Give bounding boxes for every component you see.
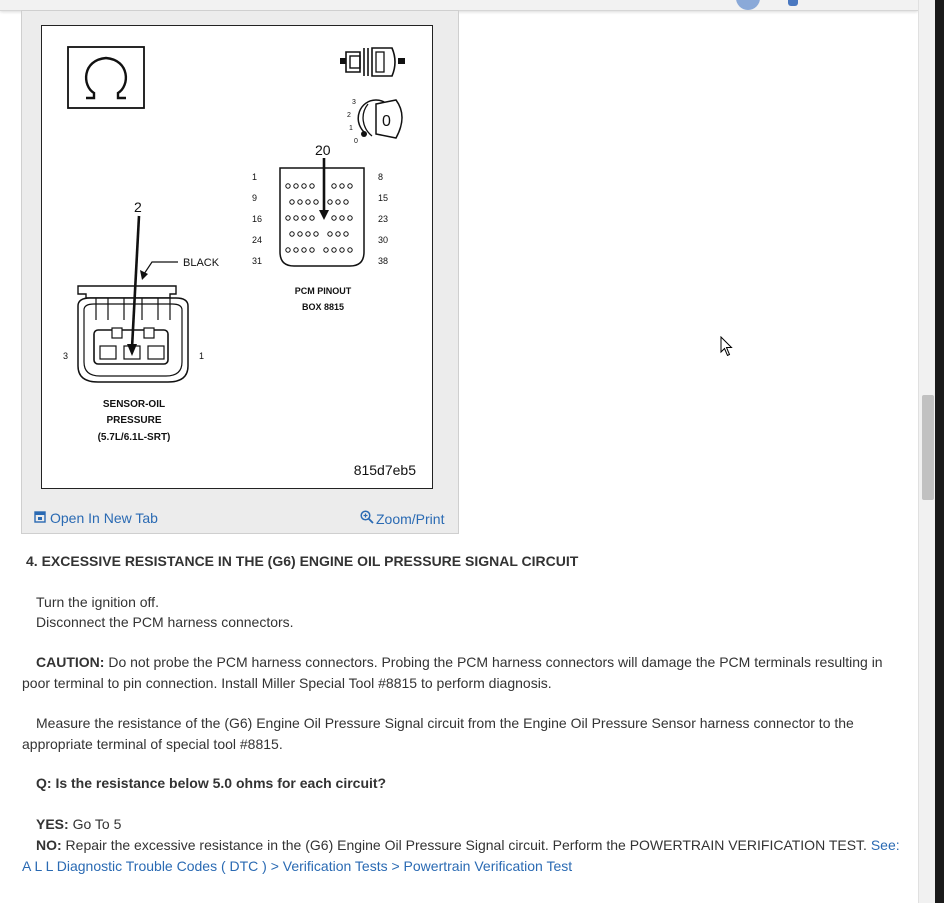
- open-new-tab-label: Open In New Tab: [50, 510, 158, 526]
- magnifier-icon: [360, 510, 374, 527]
- ign-pos-1: 1: [349, 125, 353, 132]
- oil-pressure-sensor-connector: [63, 199, 220, 443]
- no-text: Repair the excessive resistance in the (G6) Engine Oil Pressure Signal circuit. Perform the POWERTRAIN VERIFICATION TEST.: [61, 837, 871, 853]
- ign-pos-0: 0: [354, 138, 358, 145]
- pcm-right-15: 15: [378, 193, 389, 203]
- step-heading: 4. EXCESSIVE RESISTANCE IN THE (G6) ENGINE OIL PRESSURE SIGNAL CIRCUIT: [26, 553, 579, 569]
- yes-text: Go To 5: [68, 816, 122, 832]
- instruction-ignition-off: Turn the ignition off.: [36, 594, 159, 610]
- pin-2-label: 2: [134, 199, 142, 215]
- zoom-print-label: Zoom/Print: [376, 510, 445, 527]
- figure-id: 815d7eb5: [353, 462, 416, 478]
- pcm-pinout-box: [252, 142, 388, 312]
- sensor-pin-1: 1: [199, 351, 205, 361]
- menu-icon[interactable]: [788, 0, 798, 6]
- pcm-left-24: 24: [252, 235, 263, 245]
- ign-key-label: 0: [382, 113, 391, 130]
- pcm-left-16: 16: [252, 214, 263, 224]
- sensor-caption-2: PRESSURE: [106, 415, 162, 426]
- pcm-right-30: 30: [378, 235, 389, 245]
- pcm-right-38: 38: [378, 256, 389, 266]
- pcm-left-1: 1: [252, 172, 258, 182]
- figure-container: [21, 10, 459, 534]
- figure-footer: [22, 505, 458, 533]
- user-icon[interactable]: [736, 0, 760, 10]
- pcm-caption-1: PCM PINOUT: [294, 286, 352, 296]
- window-edge: [935, 0, 944, 903]
- measure-paragraph: Measure the resistance of the (G6) Engine Oil Pressure Signal circuit from the Engine Oil Pressure Sensor harness connector to the appropriate terminal of special tool #8815.: [22, 715, 854, 752]
- wiring-diagram: [41, 25, 433, 489]
- pcm-caption-2: BOX 8815: [301, 302, 345, 312]
- open-new-tab-link[interactable]: [34, 510, 158, 526]
- pcm-left-31: 31: [252, 256, 263, 266]
- ign-pos-3: 3: [352, 99, 356, 106]
- pcm-left-9: 9: [252, 193, 258, 203]
- caution-paragraph: [22, 652, 902, 693]
- mouse-pointer-icon: [720, 336, 734, 358]
- black-label: BLACK: [183, 257, 220, 269]
- caution-label: CAUTION:: [36, 654, 105, 670]
- sensor-pin-3: 3: [63, 351, 69, 361]
- scrollbar-thumb[interactable]: [922, 395, 934, 500]
- sensor-caption-3: (5.7L/6.1L-SRT): [97, 432, 171, 443]
- ignition-key-icon: [347, 99, 402, 145]
- pin-20-label: 20: [315, 142, 331, 158]
- sensor-caption-1: SENSOR-OIL: [102, 399, 166, 410]
- ohm-meter-icon: [68, 47, 144, 108]
- yes-answer: [36, 814, 916, 835]
- verification-test-link[interactable]: See: A L L Diagnostic Trouble Codes ( DTC ) > Verification Tests > Powertrain Verification Test: [22, 837, 900, 874]
- question: Q: Is the resistance below 5.0 ohms for each circuit?: [36, 775, 387, 791]
- pcm-right-23: 23: [378, 214, 389, 224]
- zoom-print-link[interactable]: [360, 510, 444, 527]
- yes-label: YES:: [36, 816, 69, 832]
- instruction-disconnect: Disconnect the PCM harness connectors.: [36, 614, 294, 630]
- diagram-svg: [42, 26, 432, 488]
- new-tab-icon: [34, 510, 46, 526]
- no-label: NO:: [36, 837, 62, 853]
- caution-text: Do not probe the PCM harness connectors. Probing the PCM harness connectors will damage the PCM terminals resulting in poor terminal to pin connection. Install Miller Special Tool #8815 to perform diagnosis.: [22, 654, 883, 691]
- no-answer: [22, 835, 902, 876]
- ign-pos-2: 2: [347, 112, 351, 119]
- pcm-right-8: 8: [378, 172, 384, 182]
- connector-symbol-icon: [340, 48, 405, 76]
